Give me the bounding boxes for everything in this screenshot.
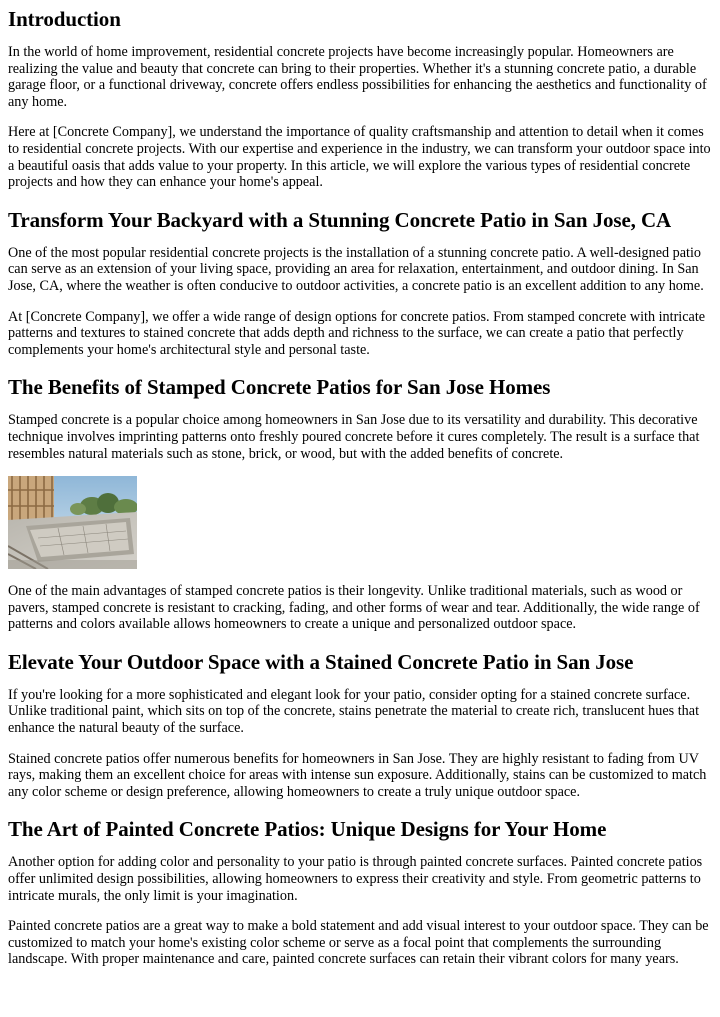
- heading-painted-concrete: The Art of Painted Concrete Patios: Unique Designs for Your Home: [8, 817, 607, 842]
- paragraph: One of the main advantages of stamped concrete patios is their longevity. Unlike traditional materials, such as wood or pavers, stamped concrete is resistant to cracking, fading, and other forms of wear and tear. Additionally, the wide range of patterns and colors available allows homeowners to create a unique and personalized outdoor space.: [8, 583, 700, 633]
- paragraph: Stamped concrete is a popular choice among homeowners in San Jose due to its versatility and durability. This decorative technique involves imprinting patterns onto freshly poured concrete before it cures completely. The result is a surface that resembles natural materials such as stone, brick, or wood, but with the added benefits of concrete.: [8, 412, 700, 462]
- paragraph: Another option for adding color and personality to your patio is through painted concrete surfaces. Painted concrete patios offer unlimited design possibilities, allowing homeowners to express their creativity and style. From geometric patterns to intricate murals, the only limit is your imagination.: [8, 854, 703, 904]
- paragraph: Painted concrete patios are a great way to make a bold statement and add visual interest to your outdoor space. They can be customized to match your home's existing color scheme or serve as a focal point that complements the surrounding landscape. With proper maintenance and care, painted concrete surfaces can retain their vibrant colors for many years.: [8, 918, 709, 968]
- paragraph: If you're looking for a more sophisticated and elegant look for your patio, consider opting for a stained concrete surface. Unlike traditional paint, which sits on top of the concrete, stains penetrate the material to create rich, translucent hues that enhance the natural beauty of the surface.: [8, 686, 700, 737]
- paragraph: One of the most popular residential concrete projects is the installation of a stunning concrete patio. A well-designed patio can serve as an extension of your living space, providing an area for relaxation, entertainment, and outdoor dining. In San Jose, CA, where the weather is often conducive to outdoor activities, a concrete patio is an excellent addition to any home.: [8, 244, 704, 294]
- paragraph: In the world of home improvement, residential concrete projects have become increasingly popular. Homeowners are realizing the value and beauty that concrete can bring to their properties. Whether it's a stunning concrete patio, a durable garage floor, or a functional driveway, concrete offers endless possibilities for enhancing the aesthetics and functionality of any home.: [8, 44, 707, 110]
- paragraph: Stained concrete patios offer numerous benefits for homeowners in San Jose. They are highly resistant to fading from UV rays, making them an excellent choice for areas with intense sun exposure. Additionally, stains can be customized to match any color scheme or design preference, allowing homeowners to create a truly unique outdoor space.: [8, 750, 707, 800]
- concrete-pool-construction-photo: [8, 476, 137, 569]
- paragraph: Here at [Concrete Company], we understand the importance of quality craftsmanship and attention to detail when it comes to residential concrete projects. With our expertise and experience in the industry, we can transform your outdoor space into a beautiful oasis that adds value to your property. In this article, we will explore the various types of residential concrete projects and how they can enhance your home's appeal.: [8, 124, 711, 191]
- paragraph: At [Concrete Company], we offer a wide range of design options for concrete patios. From stamped concrete with intricate patterns and textures to stained concrete that adds depth and richness to the surface, we can create a patio that perfectly complements your home's architectural style and personal taste.: [8, 308, 706, 358]
- heading-stamped-concrete: The Benefits of Stamped Concrete Patios for San Jose Homes: [8, 375, 551, 400]
- heading-concrete-patio: Transform Your Backyard with a Stunning Concrete Patio in San Jose, CA: [8, 207, 672, 232]
- heading-introduction: Introduction: [8, 7, 121, 31]
- heading-stained-concrete: Elevate Your Outdoor Space with a Stained Concrete Patio in San Jose: [8, 649, 634, 674]
